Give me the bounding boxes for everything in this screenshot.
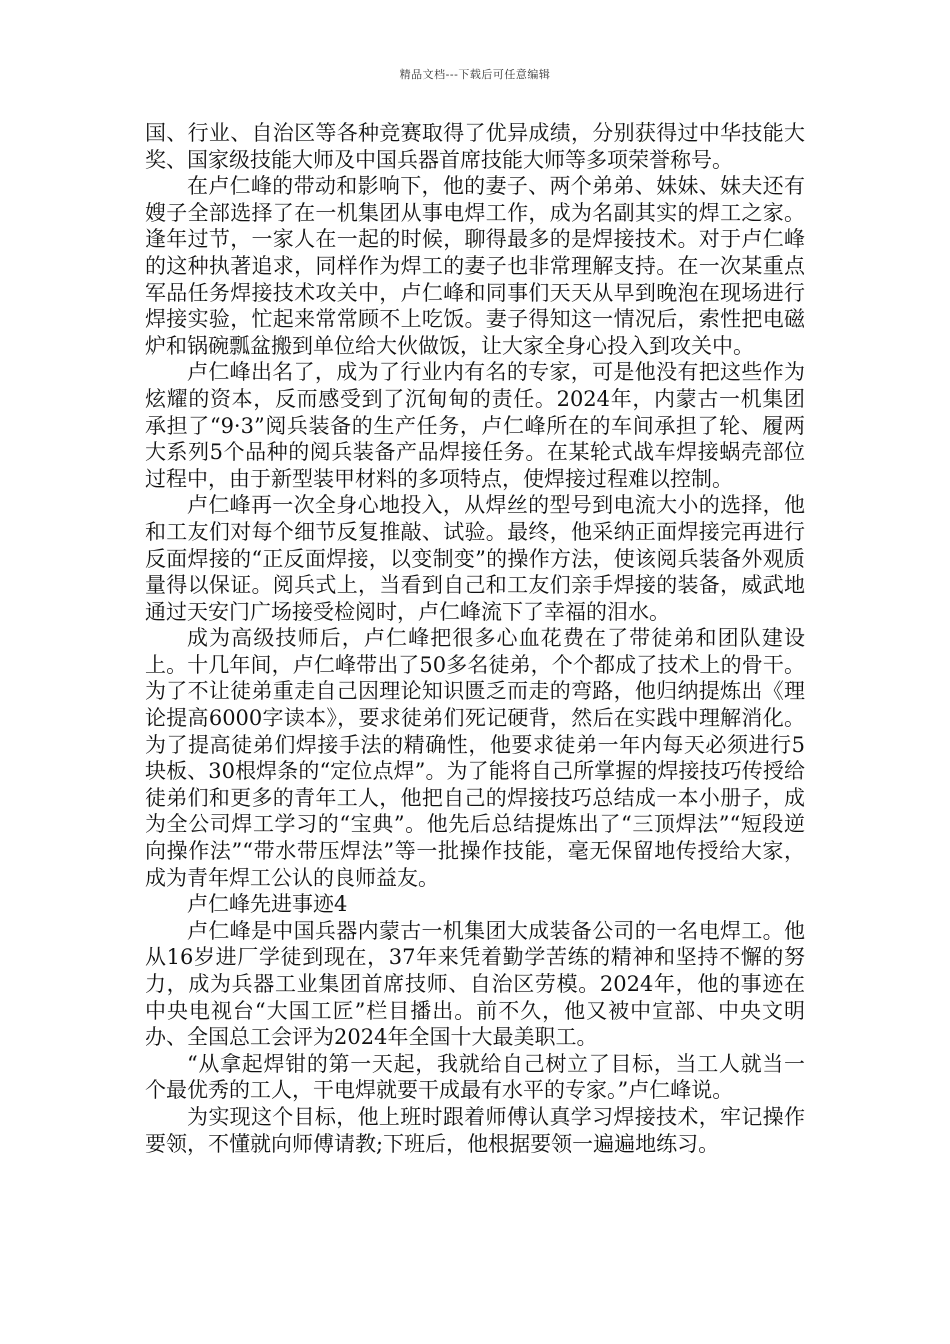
- section-heading: 卢仁峰先进事迹4: [187, 892, 348, 917]
- paragraph: 卢仁峰是中国兵器内蒙古一机集团大成装备公司的一名电焊工。他从16岁进厂学徒到现在，37年来凭着勤学苦练的精神和坚持不懈的努力，成为兵器工业集团首席技师、自治区劳模。2024年，他的事迹在中央电视台“大国工匠”栏目播出。前不久，他又被中宣部、中央文明办、全国总工会评为2024年全国十大最美职工。: [145, 918, 805, 1050]
- paragraph: 在卢仁峰的带动和影响下，他的妻子、两个弟弟、妹妹、妹夫还有嫂子全部选择了在一机集团从事电焊工作，成为名副其实的焊工之家。逢年过节，一家人在一起的时候，聊得最多的是焊接技术。对于卢仁峰的这种执著追求，同样作为焊工的妻子也非常理解支持。在一次某重点军品任务焊接技术攻关中，卢仁峰和同事们天天从早到晚泡在现场进行焊接实验，忙起来常常顾不上吃饭。妻子得知这一情况后，索性把电磁炉和锅碗瓢盆搬到单位给大伙做饭，让大家全身心投入到攻关中。: [145, 174, 805, 358]
- paragraph: 卢仁峰再一次全身心地投入，从焊丝的型号到电流大小的选择，他和工友们对每个细节反复推敲、试验。最终，他采纳正面焊接完再进行反面焊接的“正反面焊接，以变制变”的操作方法，使该阅兵装备外观质量得以保证。阅兵式上，当看到自己和工友们亲手焊接的装备，威武地通过天安门广场接受检阅时，卢仁峰流下了幸福的泪水。: [145, 493, 805, 624]
- document-body: [145, 120, 805, 1157]
- paragraph: 国、行业、自治区等各种竞赛取得了优异成绩，分别获得过中华技能大奖、国家级技能大师及中国兵器首席技能大师等多项荣誉称号。: [145, 121, 805, 172]
- paragraph: 为实现这个目标，他上班时跟着师傅认真学习焊接技术，牢记操作要领，不懂就向师傅请教;下班后，他根据要领一遍遍地练习。: [145, 1104, 805, 1156]
- page-header: 精品文档---下载后可任意编辑: [399, 68, 551, 81]
- paragraph: 卢仁峰出名了，成为了行业内有名的专家，可是他没有把这些作为炫耀的资本，反而感受到了沉甸甸的责任。2024年，内蒙古一机集团承担了“9·3”阅兵装备的生产任务，卢仁峰所在的车间承担了轮、履两大系列5个品种的阅兵装备产品焊接任务。在某轮式战车焊接蜗壳部位过程中，由于新型装甲材料的多项特点，使焊接过程难以控制。: [145, 360, 805, 491]
- paragraph: “从拿起焊钳的第一天起，我就给自己树立了目标，当工人就当一个最优秀的工人，干电焊就要干成最有水平的专家。”卢仁峰说。: [145, 1051, 805, 1103]
- paragraph: 成为高级技师后，卢仁峰把很多心血花费在了带徒弟和团队建设上。十几年间，卢仁峰带出了50多名徒弟，个个都成了技术上的骨干。为了不让徒弟重走自己因理论知识匮乏而走的弯路，他归纳提炼出《理论提高6000字读本》，要求徒弟们死记硬背，然后在实践中理解消化。为了提高徒弟们焊接手法的精确性，他要求徒弟一年内每天必须进行5块板、30根焊条的“定位点焊”。为了能将自己所掌握的焊接技巧传授给徒弟们和更多的青年工人，他把自己的焊接技巧总结成一本小册子，成为全公司焊工学习的“宝典”。他先后总结提炼出了“三顶焊法”“短段逆向操作法”“带水带压焊法”等一批操作技能，毫无保留地传授给大家，成为青年焊工公认的良师益友。: [145, 626, 805, 890]
